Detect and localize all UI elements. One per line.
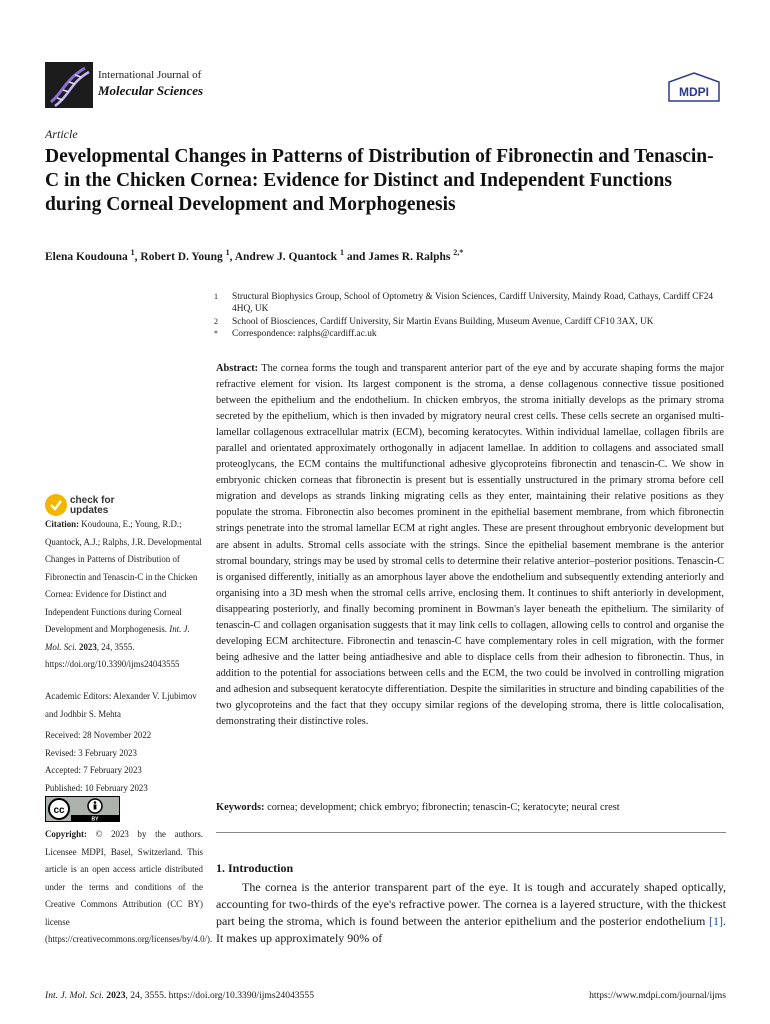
citation-block [45,516,203,674]
published-date: Published: 10 February 2023 [45,782,148,793]
affiliations [214,291,726,340]
author-separator: , [229,250,235,263]
footer-citation [45,990,314,1001]
check-updates-line2: updates [70,505,109,516]
footer-journal-url[interactable]: https://www.mdpi.com/journal/ijms [589,990,726,1001]
footer-journal: Int. J. Mol. Sci. [45,990,104,1001]
footer-doi[interactable]: , 24, 3555. https://doi.org/10.3390/ijms24043555 [125,990,314,1001]
keywords [216,802,724,813]
publication-dates [45,727,203,797]
article-title: Developmental Changes in Patterns of Distribution of Fibronectin and Tenascin-C in the Chicken Cornea: Evidence for Distinct and Independent Functions during Corneal Development and Morphogenesis [45,146,714,215]
affiliation-mark: * [214,328,218,338]
footer-year: 2023 [106,990,126,1001]
affiliation-mark: 1 [214,292,218,301]
abstract-label: Abstract: [216,363,259,374]
svg-text:cc: cc [53,805,65,816]
copyright-label: Copyright: [45,829,87,839]
academic-editors: Academic Editors: Alexander V. Ljubimov and Jodhbir S. Mehta [45,691,197,719]
cc-by-license-icon[interactable] [45,796,120,822]
checkmark-icon [45,494,67,516]
author-name: Elena Koudouna [45,250,128,263]
intro-text-continued: . It makes up approximately 90% of [216,914,726,945]
keywords-label: Keywords: [216,802,265,813]
section-heading: 1. Introduction [216,861,294,875]
accepted-date: Accepted: 7 February 2023 [45,765,142,775]
author-affiliation-mark: 1 [130,248,135,257]
check-updates-icon[interactable] [45,494,67,516]
author-list [45,248,463,263]
article-type: Article [45,127,78,141]
affiliation-text: School of Biosciences, Cardiff University, Sir Martin Evans Building, Museum Avenue, Cardiff CF10 3AX, UK [232,316,654,327]
revised-date: Revised: 3 February 2023 [45,747,137,758]
journal-name-line1: International Journal of [98,69,202,81]
check-updates-line1: check for [70,495,115,506]
correspondence-email[interactable]: Correspondence: ralphs@cardiff.ac.uk [232,328,377,339]
mdpi-logo[interactable] [668,72,720,102]
cc-by-label: BY [91,816,99,822]
author-name: James R. Ralphs [368,250,451,263]
affiliation-item [214,328,726,340]
dna-helix-icon [45,62,93,108]
author-name: Andrew J. Quantock [234,250,338,263]
citation-doi[interactable]: , 24, 3555. https://doi.org/10.3390/ijms24043555 [45,641,180,669]
citation-year: 2023 [79,641,97,652]
affiliation-item [214,316,726,328]
copyright-text: © 2023 by the authors. Licensee MDPI, Basel, Switzerland. This article is an open access article distributed under the terms and conditions of the Creative Commons Attribution (CC BY) license (https://creativecommons.org/licenses/by/4.0/). [45,829,213,944]
mdpi-logo-text: MDPI [679,85,709,99]
section-divider [216,832,726,833]
introduction-paragraph [216,879,726,947]
citation-label: Citation: [45,519,80,529]
copyright-block [45,826,213,949]
affiliation-item [214,291,726,316]
received-date: Received: 28 November 2022 [45,730,152,740]
abstract-text: The cornea forms the tough and transparent anterior part of the eye and by accurate shaping forms the major refractive element for vision. Its largest component is the stroma, a dense collagenous connective tissue positioned between the epithelium and the endothelium. In chicken embryos, the stroma initially develops as the primary stroma secreted by the epithelium, which is then invaded by migratory neural crest cells. These cells secrete an organised multi-lamellar collagenous extracellular matrix (ECM), becoming keratocytes. Within individual lamellae, collagen fibrils are parallel and orientated approximately orthogonally in adjacent lamellae. In addition to collagens and associated small proteoglycans, the ECM contains the multifunctional adhesive glycoproteins fibronectin and tenascin-C. We show in embryonic chicken corneas that fibronectin is present but is essentially unstructured in the primary stroma before cell migration and develops as strands linking migrating cells as they enter, maintaining their relative positions as they populate the stroma. Fibronectin also becomes prominent in the epithelial basement membrane, from which fibronectin strings penetrate into the stromal lamellar ECM at right angles. These are present throughout embryonic development but are absent in adults. Stromal cells associate with the strings. Since the epithelial basement membrane is the anterior stromal boundary, strings may be used by stromal cells to determine their relative anterior–posterior positions. Tenascin-C is organised differently, initially as an amorphous layer above the endothelium and subsequently extending anteriorly and organising into a 3D mesh when the stromal cells arrive, enclosing them. It continues to shift anteriorly in development, disappearing posteriorly, and finally becoming prominent in Bowman's layer beneath the epithelium. The similarity of tenascin-C and collagen organisation suggests that it may link cells to collagen, allowing cells to control and organise the developing ECM architecture. Fibronectin and tenascin-C have complementary roles in cell migration, with the former being adhesive and the latter being antiadhesive and able to displace cells from their adhesion to fibronectin. Thus, in addition to the potential for associations between cells and the ECM, the two could be involved in controlling migration and adhesion and subsequent keratocyte differentiation. Despite the similarities in structure and binding capabilities of the two glycoproteins and the fact that they occupy similar regions of the developing stroma, there is little colocalisation, demonstrating their distinctive roles. [216,363,724,728]
journal-name-line2: Molecular Sciences [98,83,204,98]
citation-journal: Int. J. Mol. Sci. [45,624,190,652]
author-name: Robert D. Young [140,250,223,263]
keywords-text: cornea; development; chick embryo; fibronectin; tenascin-C; keratocyte; neural crest [267,802,620,813]
citation-ref-link[interactable]: [1] [709,914,723,928]
check-updates-button[interactable] [70,496,114,516]
intro-text: The cornea is the anterior transparent part of the eye. It is tough and accurately shaped optically, accounting for two-thirds of the eye's refractive power. The cornea is a layered structure, with the thickest part being the stroma, which is found between the anterior epithelium and the posterior endothelium [216,880,726,928]
author-affiliation-mark: 2,* [453,248,464,257]
affiliation-mark: 2 [214,316,218,326]
author-separator: and [343,250,369,263]
author-separator: , [134,250,141,263]
citation-text: Koudouna, E.; Young, R.D.; Quantock, A.J.; Ralphs, J.R. Developmental Changes in Patterns of Distribution of Fibronectin and Tenascin-C in the Chicken Cornea: Evidence for Distinct and Independent Functions during Corneal Development and Morphogenesis. [45,519,202,634]
author-affiliation-mark: 1 [225,248,230,257]
abstract [216,361,724,730]
author-affiliation-mark: 1 [339,248,344,257]
affiliation-text: Structural Biophysics Group, School of Optometry & Vision Sciences, Cardiff University, Maindy Road, Cathays, Cardiff CF24 4HQ, UK [232,292,714,315]
